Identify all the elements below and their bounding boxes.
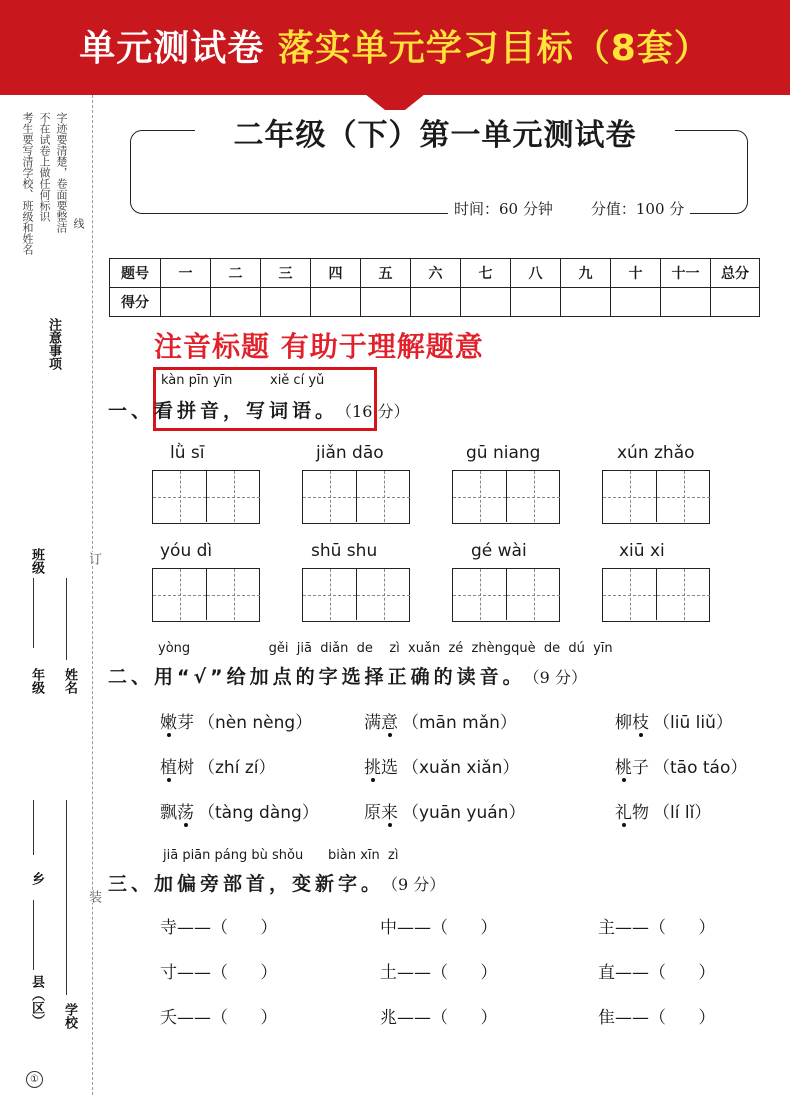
section1-number: 一、	[108, 400, 155, 422]
score-table	[109, 258, 760, 317]
school-label: 学校	[62, 1003, 77, 1029]
annotation-note: 注音标题 有助于理解题意	[154, 330, 484, 363]
banner-title	[0, 20, 790, 71]
reading-choice-item	[160, 798, 319, 823]
emphasis-dot	[622, 823, 626, 827]
exam-info	[448, 198, 690, 219]
section2-pinyin: yòng gěi jiā diǎn de zì xuǎn zé zhèngquè de dú yīn	[158, 641, 613, 656]
emphasis-dot	[388, 733, 392, 737]
county-blank[interactable]	[33, 900, 34, 970]
class-blank[interactable]	[33, 578, 34, 648]
radical-item[interactable]: 主——（ ）	[598, 918, 716, 938]
word-pinyin: jiǎn dāo	[316, 443, 384, 463]
score-col: 二	[211, 259, 261, 288]
word-pinyin: gé wài	[471, 541, 527, 561]
section3-number: 三、	[108, 873, 155, 895]
writing-grid[interactable]	[602, 568, 710, 622]
section1-title: 看拼音，写词语。	[154, 400, 339, 422]
name-label: 姓名	[62, 668, 77, 694]
emphasis-dot	[184, 823, 188, 827]
reading-choice-item	[364, 708, 517, 733]
score-col: 七	[461, 259, 511, 288]
emphasis-dot	[371, 778, 375, 782]
reading-choice-item	[364, 753, 519, 778]
radical-item[interactable]: 土——（ ）	[380, 963, 498, 983]
choice-word: 挑选	[364, 758, 398, 778]
name-blank[interactable]	[66, 578, 67, 660]
section2-number: 二、	[108, 666, 155, 688]
emphasis-dot	[167, 778, 171, 782]
radical-item[interactable]: 隹——（ ）	[598, 1008, 716, 1028]
page-title: 二年级（下）第一单元测试卷	[195, 110, 675, 154]
section2-score: （9 分）	[531, 668, 587, 687]
radical-item[interactable]: 中——（ ）	[380, 918, 498, 938]
emphasis-dot	[167, 733, 171, 737]
section3-title: 加偏旁部首，变新字。	[154, 873, 385, 895]
exam-value: 分值：100 分	[590, 200, 685, 218]
choice-word: 礼物	[615, 803, 649, 823]
choice-options[interactable]: （mān mǎn）	[402, 713, 517, 733]
score-row-label: 题号	[110, 259, 161, 288]
class-label: 班级	[29, 548, 44, 574]
score-col: 十一	[661, 259, 711, 288]
score-col: 五	[361, 259, 411, 288]
radical-item[interactable]: 寸——（ ）	[160, 963, 278, 983]
section1-pinyin-b: xiě cí yǔ	[270, 373, 325, 388]
xian-mark: 线	[72, 218, 85, 229]
word-pinyin: lǜ sī	[170, 443, 205, 463]
reading-choice-item	[160, 753, 275, 778]
score-cell[interactable]	[211, 288, 261, 317]
choice-word: 桃子	[615, 758, 649, 778]
section3-pinyin: jiā piān páng bù shǒu biàn xīn zì	[163, 848, 399, 863]
notes-line-3: 字迹要清楚，卷面要整洁	[55, 112, 68, 233]
word-pinyin: yóu dì	[160, 541, 213, 561]
score-header-row	[110, 259, 760, 288]
score-cell[interactable]	[711, 288, 760, 317]
reading-choice-item	[364, 798, 525, 823]
exam-time: 时间：60 分钟	[454, 200, 553, 218]
choice-word: 原来	[364, 803, 398, 823]
xiang-blank[interactable]	[33, 800, 34, 855]
notes-title: 注意事项	[46, 318, 61, 370]
score-col: 十	[611, 259, 661, 288]
score-cell[interactable]	[461, 288, 511, 317]
reading-choice-item	[615, 798, 711, 823]
score-cell[interactable]	[661, 288, 711, 317]
word-pinyin: shū shu	[311, 541, 378, 561]
reading-choice-item	[615, 753, 747, 778]
score-cell[interactable]	[411, 288, 461, 317]
radical-item[interactable]: 兆——（ ）	[380, 1008, 498, 1028]
choice-word: 满意	[364, 713, 398, 733]
banner-title-yellow: 落实单元学习目标（8套）	[277, 28, 711, 69]
ding-mark: 订	[86, 552, 101, 565]
page-number: ①	[26, 1071, 43, 1088]
section1-score: （16 分）	[344, 402, 410, 421]
school-blank[interactable]	[66, 800, 67, 995]
reading-choice-item	[160, 708, 312, 733]
choice-word: 嫩芽	[160, 713, 194, 733]
choice-options[interactable]: （nèn nèng）	[198, 713, 313, 733]
choice-options[interactable]: （tàng dàng）	[198, 803, 319, 823]
radical-item[interactable]: 寺——（ ）	[160, 918, 278, 938]
section1-heading	[108, 396, 409, 423]
choice-options[interactable]: （lí lǐ）	[653, 803, 712, 823]
writing-grid[interactable]	[302, 568, 410, 622]
reading-choice-item	[615, 708, 733, 733]
choice-word: 柳枝	[615, 713, 649, 733]
score-col: 九	[561, 259, 611, 288]
writing-grid[interactable]	[302, 470, 410, 524]
score-col: 八	[511, 259, 561, 288]
score-cell[interactable]	[261, 288, 311, 317]
section3-score: （9 分）	[390, 875, 446, 894]
score-cell[interactable]	[161, 288, 211, 317]
emphasis-dot	[622, 778, 626, 782]
grade-label: 年级	[29, 668, 44, 694]
zhuang-mark: 装	[86, 890, 101, 903]
score-row-label: 得分	[110, 288, 161, 317]
choice-options[interactable]: （tāo táo）	[653, 758, 748, 778]
score-col: 总分	[711, 259, 760, 288]
writing-grid[interactable]	[602, 470, 710, 524]
choice-word: 飘荡	[160, 803, 194, 823]
binding-dashed-line	[92, 95, 93, 1095]
emphasis-dot	[388, 823, 392, 827]
writing-grid[interactable]	[452, 568, 560, 622]
radical-item[interactable]: 直——（ ）	[598, 963, 716, 983]
section2-title: 用“√”给加点的字选择正确的读音。	[154, 666, 526, 688]
score-cell[interactable]	[311, 288, 361, 317]
section1-pinyin-a: kàn pīn yīn	[161, 373, 233, 388]
score-value-row	[110, 288, 760, 317]
section3-heading	[108, 869, 445, 896]
notes-line-1: 考生要写清学校、班级和姓名	[21, 112, 34, 255]
county-label: 县（区）	[29, 975, 44, 1027]
score-col: 一	[161, 259, 211, 288]
word-pinyin: xiū xi	[619, 541, 665, 561]
score-cell[interactable]	[561, 288, 611, 317]
choice-options[interactable]: （yuān yuán）	[402, 803, 526, 823]
score-cell[interactable]	[511, 288, 561, 317]
score-cell[interactable]	[611, 288, 661, 317]
word-pinyin: gū niang	[466, 443, 541, 463]
score-col: 三	[261, 259, 311, 288]
choice-options[interactable]: （zhí zí）	[198, 758, 276, 778]
choice-options[interactable]: （liū liǔ）	[653, 713, 733, 733]
notes-line-2: 不在试卷上做任何标识	[38, 112, 51, 222]
emphasis-dot	[639, 733, 643, 737]
banner-title-white: 单元测试卷	[79, 28, 265, 69]
writing-grid[interactable]	[152, 470, 260, 524]
score-col: 六	[411, 259, 461, 288]
choice-options[interactable]: （xuǎn xiǎn）	[402, 758, 520, 778]
radical-item[interactable]: 夭——（ ）	[160, 1008, 278, 1028]
writing-grid[interactable]	[152, 568, 260, 622]
word-pinyin: xún zhǎo	[617, 443, 695, 463]
score-cell[interactable]	[361, 288, 411, 317]
choice-word: 植树	[160, 758, 194, 778]
xiang-label: 乡	[29, 872, 44, 885]
section2-heading	[108, 662, 587, 689]
score-col: 四	[311, 259, 361, 288]
writing-grid[interactable]	[452, 470, 560, 524]
